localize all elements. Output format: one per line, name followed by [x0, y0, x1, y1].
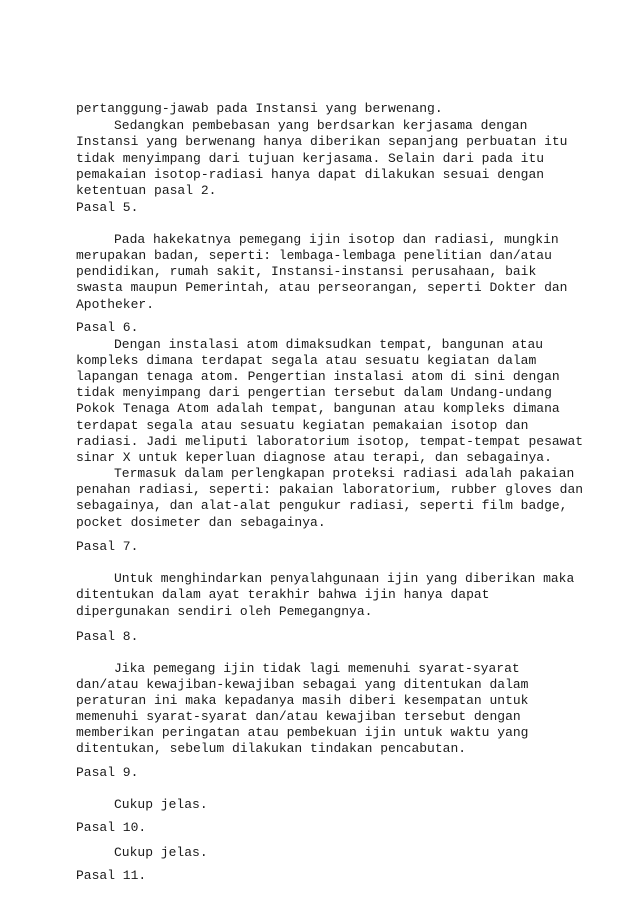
- body-text-line: pertanggung-jawab pada Instansi yang berwenang.: [76, 101, 443, 116]
- body-text-line: Instansi yang berwenang hanya diberikan sepanjang perbuatan itu: [76, 134, 568, 149]
- body-text-line: pendidikan, rumah sakit, Instansi-instansi perusahaan, baik: [76, 264, 537, 279]
- body-text-line: ditentukan, sebelum dilakukan tindakan pencabutan.: [76, 741, 467, 756]
- body-text-line: ditentukan dalam ayat terakhir bahwa ijin hanya dapat: [76, 587, 490, 602]
- body-text-line: kompleks dimana terdapat segala atau sesuatu kegiatan dalam: [76, 353, 537, 368]
- body-text-line: peraturan ini maka kepadanya masih diberi kesempatan untuk: [76, 693, 529, 708]
- paragraph-first-line: Untuk menghindarkan penyalahgunaan ijin yang diberikan maka: [114, 571, 575, 586]
- paragraph-first-line: Cukup jelas.: [114, 845, 208, 860]
- paragraph-first-line: Cukup jelas.: [114, 797, 208, 812]
- body-text-line: swasta maupun Pemerintah, atau perseorangan, seperti Dokter dan: [76, 280, 568, 295]
- body-text-line: merupakan badan, seperti: lembaga-lembaga penelitian dan/atau: [76, 248, 552, 263]
- body-text-line: dipergunakan sendiri oleh Pemegangnya.: [76, 604, 373, 619]
- body-text-line: tidak menyimpang dari pengertian tersebut dalam Undang-undang: [76, 385, 552, 400]
- paragraph-first-line: Dengan instalasi atom dimaksudkan tempat, bangunan atau: [114, 337, 544, 352]
- body-text-line: memberikan peringatan atau pembekuan ijin untuk waktu yang: [76, 725, 529, 740]
- section-heading-pasal-8: Pasal 8.: [76, 629, 139, 644]
- body-text-line: dan/atau kewajiban-kewajiban sebagai yang ditentukan dalam: [76, 677, 529, 692]
- body-text-line: Pokok Tenaga Atom adalah tempat, bangunan atau kompleks dimana: [76, 401, 560, 416]
- body-text-line: pocket dosimeter dan sebagainya.: [76, 515, 326, 530]
- body-text-line: ketentuan pasal 2.: [76, 183, 217, 198]
- paragraph-first-line: Sedangkan pembebasan yang berdsarkan kerjasama dengan: [114, 118, 528, 133]
- body-text-line: memenuhi syarat-syarat dan/atau kewajiban tersebut dengan: [76, 709, 521, 724]
- section-heading-pasal-11: Pasal 11.: [76, 868, 147, 883]
- paragraph-first-line: Termasuk dalam perlengkapan proteksi radiasi adalah pakaian: [114, 466, 575, 481]
- section-heading-pasal-9: Pasal 9.: [76, 765, 139, 780]
- paragraph-first-line: Pada hakekatnya pemegang ijin isotop dan radiasi, mungkin: [114, 232, 559, 247]
- body-text-line: sebagainya, dan alat-alat pengukur radiasi, seperti film badge,: [76, 498, 568, 513]
- section-heading-pasal-10: Pasal 10.: [76, 820, 147, 835]
- body-text-line: tidak menyimpang dari tujuan kerjasama. Selain dari pada itu: [76, 151, 545, 166]
- body-text-line: sinar X untuk keperluan diagnose atau terapi, dan sebagainya.: [76, 450, 552, 465]
- body-text-line: radiasi. Jadi meliputi laboratorium isotop, tempat-tempat pesawat: [76, 434, 584, 449]
- body-text-line: lapangan tenaga atom. Pengertian instalasi atom di sini dengan: [76, 369, 560, 384]
- section-heading-pasal-7: Pasal 7.: [76, 539, 139, 554]
- body-text-line: Apotheker.: [76, 297, 155, 312]
- body-text-line: pemakaian isotop-radiasi hanya dapat dilakukan sesuai dengan: [76, 167, 545, 182]
- section-heading-pasal-6: Pasal 6.: [76, 320, 139, 335]
- body-text-line: terdapat segala atau sesuatu kegiatan pemakaian isotop dan: [76, 418, 529, 433]
- section-heading-pasal-5: Pasal 5.: [76, 200, 139, 215]
- paragraph-first-line: Jika pemegang ijin tidak lagi memenuhi syarat-syarat: [114, 661, 520, 676]
- body-text-line: penahan radiasi, seperti: pakaian laboratorium, rubber gloves dan: [76, 482, 584, 497]
